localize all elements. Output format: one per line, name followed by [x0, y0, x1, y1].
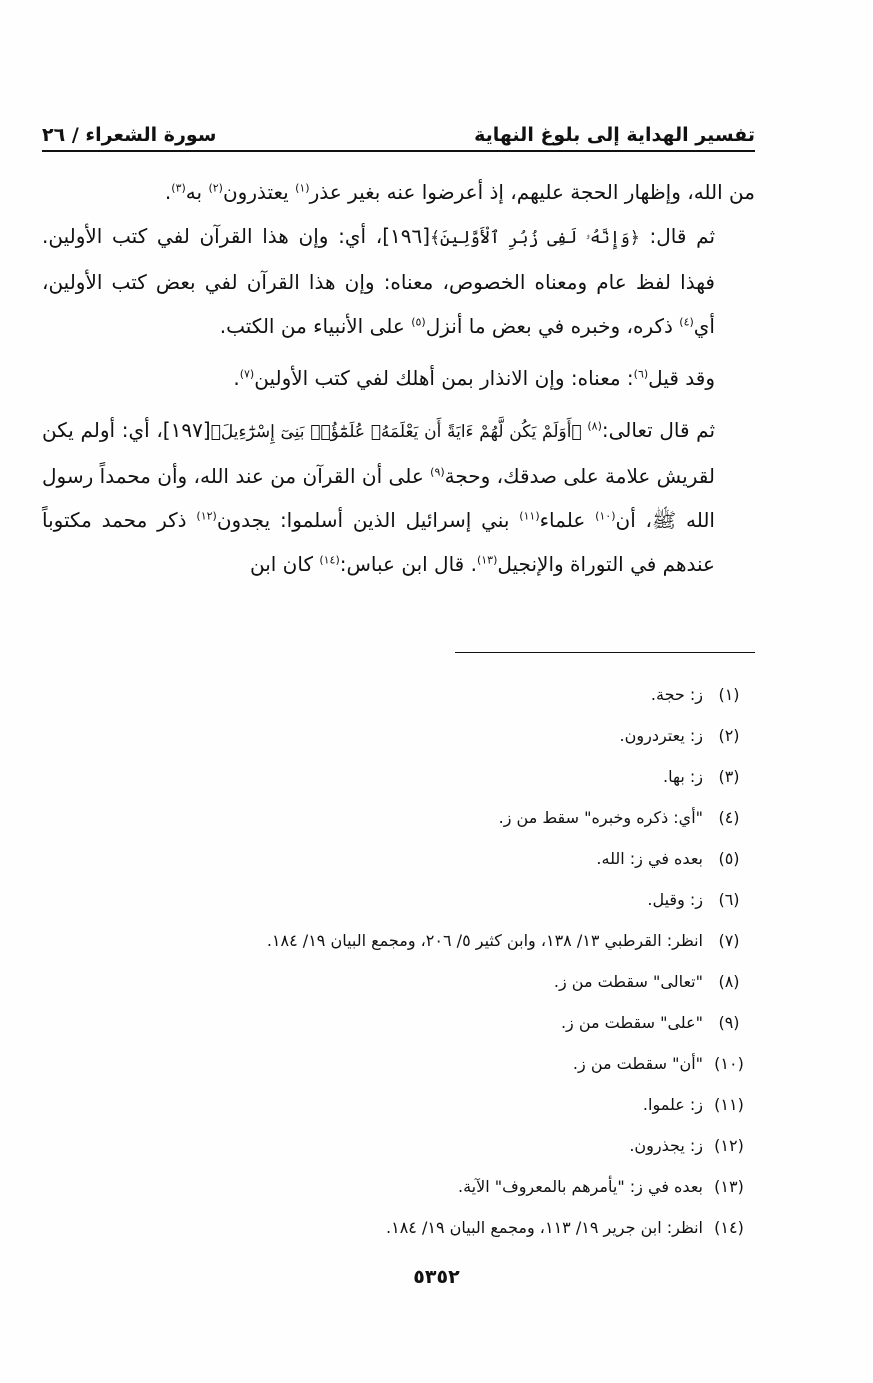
footnote-text: "أن" سقطت من ز.	[572, 1054, 703, 1073]
footnote-ref[interactable]: (٤)	[679, 315, 694, 329]
footnote-text: ز: حجة.	[650, 685, 703, 704]
text: وقد قيل	[648, 366, 715, 390]
footnote-item	[42, 715, 755, 756]
footnote-ref[interactable]: (١٣)	[476, 553, 498, 567]
footnote-ref[interactable]: (٧)	[239, 367, 255, 381]
footnote-ref[interactable]: (٩)	[430, 465, 445, 479]
footnote-ref[interactable]: (١٢)	[196, 509, 217, 523]
text: به	[185, 180, 209, 204]
footnote-ref[interactable]: (٣)	[171, 181, 186, 195]
footnote-rule	[455, 652, 755, 653]
header-rule	[42, 150, 755, 152]
text: ثم قال:	[639, 224, 716, 248]
paragraph-4	[42, 408, 755, 586]
footnote-ref[interactable]: (٨)	[587, 419, 602, 433]
paragraph-3	[42, 356, 755, 400]
footnote-ref[interactable]: (٦)	[633, 367, 649, 381]
text: ثم قال تعالى:	[601, 418, 716, 442]
footnote-text: "أي: ذكره وخبره" سقط من ز.	[498, 808, 703, 827]
footnote-item	[42, 920, 755, 961]
page-header	[42, 108, 755, 146]
footnote-ref[interactable]: (٥)	[411, 315, 426, 329]
footnote-ref[interactable]: (١٤)	[319, 553, 340, 567]
page-number: ٥٣٥٢	[413, 1266, 460, 1288]
footnote-item	[42, 756, 755, 797]
footnote-text: "تعالى" سقطت من ز.	[553, 972, 703, 991]
text: بني إسرائيل الذين أسلموا: يجدون	[216, 508, 520, 532]
text: ذكر محمد مكتوباً عندهم في التوراة والإنجيل	[42, 508, 715, 576]
footnote-item	[42, 797, 755, 838]
footnote-number: (٧)	[718, 931, 740, 950]
text: : معناه: وإن الانذار بمن أهلك لفي كتب الأولين	[254, 366, 634, 390]
footnote-number: (١٢)	[714, 1136, 744, 1155]
footnote-number: (١١)	[714, 1095, 744, 1114]
footnote-number: (٥)	[718, 849, 740, 868]
footnote-item	[42, 838, 755, 879]
footnote-ref[interactable]: (١)	[295, 181, 310, 195]
footnote-number: (١٤)	[714, 1218, 744, 1237]
footnote-number: (٤)	[718, 808, 740, 827]
text: يعتذرون	[222, 180, 296, 204]
paragraph-2	[42, 214, 755, 348]
footnote-item	[42, 1207, 755, 1248]
footnote-number: (٢)	[718, 726, 740, 745]
footnote-text: بعده في ز: "يأمرهم بالمعروف" الآية.	[457, 1177, 703, 1196]
footnote-number: (١)	[718, 685, 740, 704]
text: ذكره، وخبره في بعض ما أنزل	[425, 314, 680, 338]
footnote-item	[42, 1002, 755, 1043]
footnotes-list	[42, 674, 755, 1248]
text: . قال ابن عباس:	[339, 552, 477, 576]
footnote-number: (٩)	[718, 1013, 740, 1032]
text: علماء	[539, 508, 596, 532]
text: كان ابن	[249, 552, 320, 576]
text: .	[164, 180, 172, 204]
footnote-ref[interactable]: (٢)	[208, 181, 223, 195]
book-title: تفسير الهداية إلى بلوغ النهاية	[474, 124, 755, 146]
surah-label: سورة الشعراء / ٢٦	[42, 124, 217, 146]
text: [١٩٧]، أي: أولم يكن لقريش علامة على صدقك، وحجة	[42, 418, 715, 488]
footnote-item	[42, 1043, 755, 1084]
footnote-text: بعده في ز: الله.	[596, 849, 703, 868]
text: من الله، وإظهار الحجة عليهم، إذ أعرضوا عنه بغير عذر	[309, 180, 755, 204]
footnote-number: (٨)	[718, 972, 740, 991]
footnote-item	[42, 674, 755, 715]
footnote-number: (٣)	[718, 767, 740, 786]
footnote-item	[42, 961, 755, 1002]
footnote-text: ز: علموا.	[642, 1095, 703, 1114]
footnote-item	[42, 1084, 755, 1125]
footnote-text: انظر: ابن جرير ١٩/ ١١٣، ومجمع البيان ١٩/ ١٨٤.	[386, 1218, 703, 1237]
paragraph-1	[42, 170, 755, 214]
main-text	[42, 170, 755, 594]
footnote-text: ز: بها.	[663, 767, 703, 786]
footnote-text: انظر: القرطبي ١٣/ ١٣٨، وابن كثير ٥/ ٢٠٦، ومجمع البيان ١٩/ ١٨٤.	[266, 931, 703, 950]
text: [١٩٦]، أي: وإن هذا القرآن لفي كتب الأولين. فهذا لفظ عام ومعناه الخصوص، معناه: وإن هذا القرآن لفي بعض كتب الأولين، أي	[42, 224, 715, 338]
footnote-ref[interactable]: (١١)	[519, 509, 540, 523]
footnote-text: ز: يعتردرون.	[619, 726, 703, 745]
footnote-number: (٦)	[718, 890, 740, 909]
footnote-text: "على" سقطت من ز.	[560, 1013, 703, 1032]
footnote-text: ز: وقيل.	[647, 890, 703, 909]
quran-verse: ﴿وَإِنَّهُۥ لَفِى زُبُرِ ٱلْأَوَّلِينَ﴾	[430, 228, 640, 248]
quran-verse: ﴿أَوَلَمْ يَكُن لَّهُمْ ءَايَةً أَن يَعْلَمَهُۥ عُلَمَٰٓؤُا۟ بَنِىٓ إِسْرَٰٓءِيلَ﴾	[210, 422, 588, 442]
footnote-item	[42, 879, 755, 920]
footnote-number: (١٣)	[714, 1177, 744, 1196]
text: على الأنبياء من الكتب.	[219, 314, 412, 338]
footnote-item	[42, 1125, 755, 1166]
footnote-ref[interactable]: (١٠)	[595, 509, 616, 523]
text: .	[233, 366, 240, 390]
footnote-item	[42, 1166, 755, 1207]
footnote-number: (١٠)	[714, 1054, 744, 1073]
text: على أن القرآن من عند الله، وأن محمداً رسول الله ﷺ، أن	[42, 464, 715, 532]
footnote-text: ز: يجذرون.	[629, 1136, 703, 1155]
